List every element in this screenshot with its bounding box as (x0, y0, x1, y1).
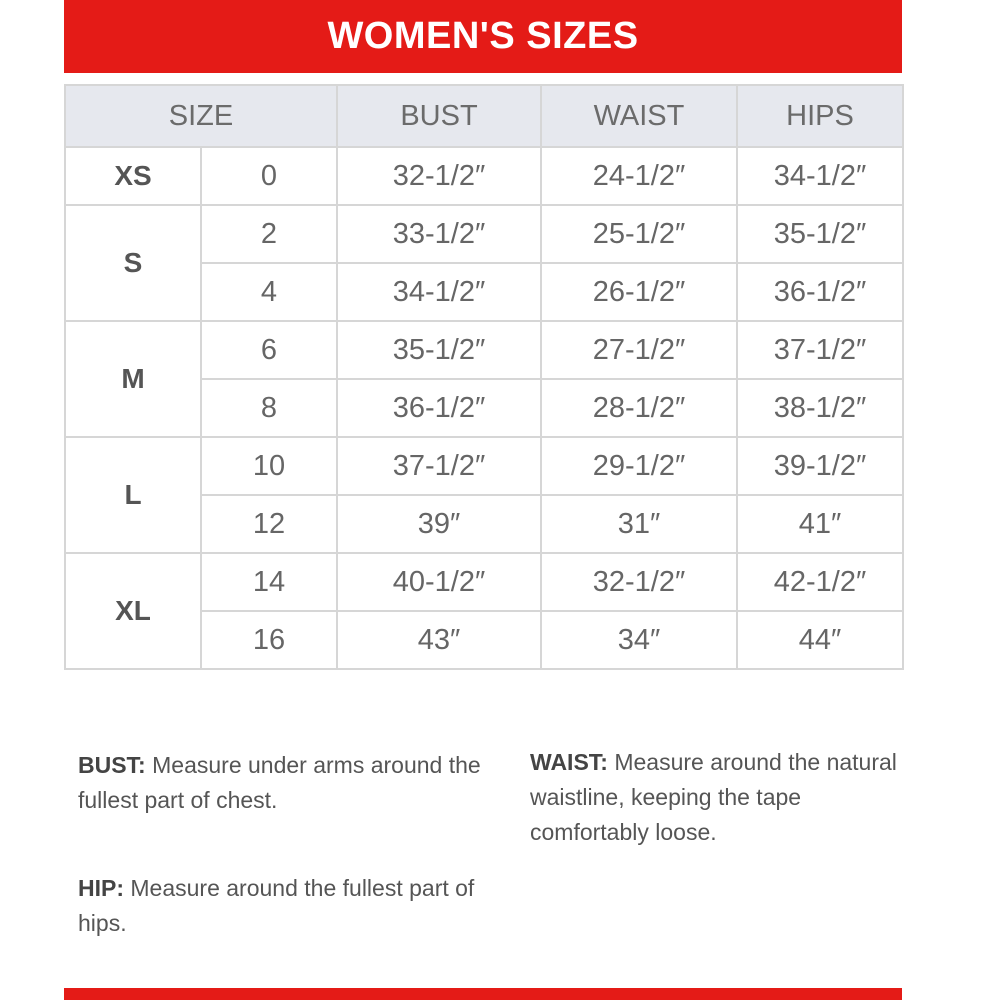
bust-cell: 43″ (337, 611, 541, 669)
header-size: SIZE (65, 85, 337, 147)
hips-cell: 38-1/2″ (737, 379, 903, 437)
table-row (65, 437, 903, 495)
waist-cell: 24-1/2″ (541, 147, 737, 205)
waist-note (530, 745, 910, 850)
size-cell: 12 (201, 495, 337, 553)
hips-cell: 36-1/2″ (737, 263, 903, 321)
waist-cell: 25-1/2″ (541, 205, 737, 263)
bust-note-label: BUST: (78, 752, 146, 778)
page-title: WOMEN'S SIZES (327, 15, 639, 57)
bust-cell: 34-1/2″ (337, 263, 541, 321)
bottom-bar (64, 988, 902, 1000)
waist-cell: 26-1/2″ (541, 263, 737, 321)
size-letter-cell: M (65, 321, 201, 437)
hip-note (78, 871, 478, 941)
hips-cell: 35-1/2″ (737, 205, 903, 263)
size-letter-cell: L (65, 437, 201, 553)
size-chart-table (64, 84, 904, 670)
size-cell: 6 (201, 321, 337, 379)
hips-cell: 44″ (737, 611, 903, 669)
size-cell: 0 (201, 147, 337, 205)
bust-note-text: Measure under arms around the fullest part of chest. (78, 752, 481, 813)
waist-cell: 29-1/2″ (541, 437, 737, 495)
waist-note-text: Measure around the natural waistline, keeping the tape comfortably loose. (530, 749, 897, 845)
waist-cell: 34″ (541, 611, 737, 669)
bust-cell: 40-1/2″ (337, 553, 541, 611)
hips-cell: 41″ (737, 495, 903, 553)
size-letter-cell: S (65, 205, 201, 321)
bust-note (78, 748, 498, 818)
waist-cell: 27-1/2″ (541, 321, 737, 379)
bust-cell: 37-1/2″ (337, 437, 541, 495)
waist-cell: 32-1/2″ (541, 553, 737, 611)
waist-cell: 31″ (541, 495, 737, 553)
size-letter-cell: XL (65, 553, 201, 669)
size-cell: 4 (201, 263, 337, 321)
hips-cell: 39-1/2″ (737, 437, 903, 495)
bust-cell: 36-1/2″ (337, 379, 541, 437)
table-header-row (65, 85, 903, 147)
hip-note-text: Measure around the fullest part of hips. (78, 875, 475, 936)
table-row (65, 553, 903, 611)
size-cell: 10 (201, 437, 337, 495)
waist-note-label: WAIST: (530, 749, 608, 775)
size-cell: 14 (201, 553, 337, 611)
bust-cell: 33-1/2″ (337, 205, 541, 263)
bust-cell: 39″ (337, 495, 541, 553)
table-row (65, 147, 903, 205)
hip-note-label: HIP: (78, 875, 124, 901)
hips-cell: 34-1/2″ (737, 147, 903, 205)
header-bust: BUST (337, 85, 541, 147)
size-letter-cell: XS (65, 147, 201, 205)
table-row (65, 321, 903, 379)
bust-cell: 32-1/2″ (337, 147, 541, 205)
size-cell: 16 (201, 611, 337, 669)
size-cell: 2 (201, 205, 337, 263)
hips-cell: 37-1/2″ (737, 321, 903, 379)
waist-cell: 28-1/2″ (541, 379, 737, 437)
table-row (65, 205, 903, 263)
title-banner (64, 0, 902, 73)
hips-cell: 42-1/2″ (737, 553, 903, 611)
header-hips: HIPS (737, 85, 903, 147)
bust-cell: 35-1/2″ (337, 321, 541, 379)
header-waist: WAIST (541, 85, 737, 147)
size-cell: 8 (201, 379, 337, 437)
